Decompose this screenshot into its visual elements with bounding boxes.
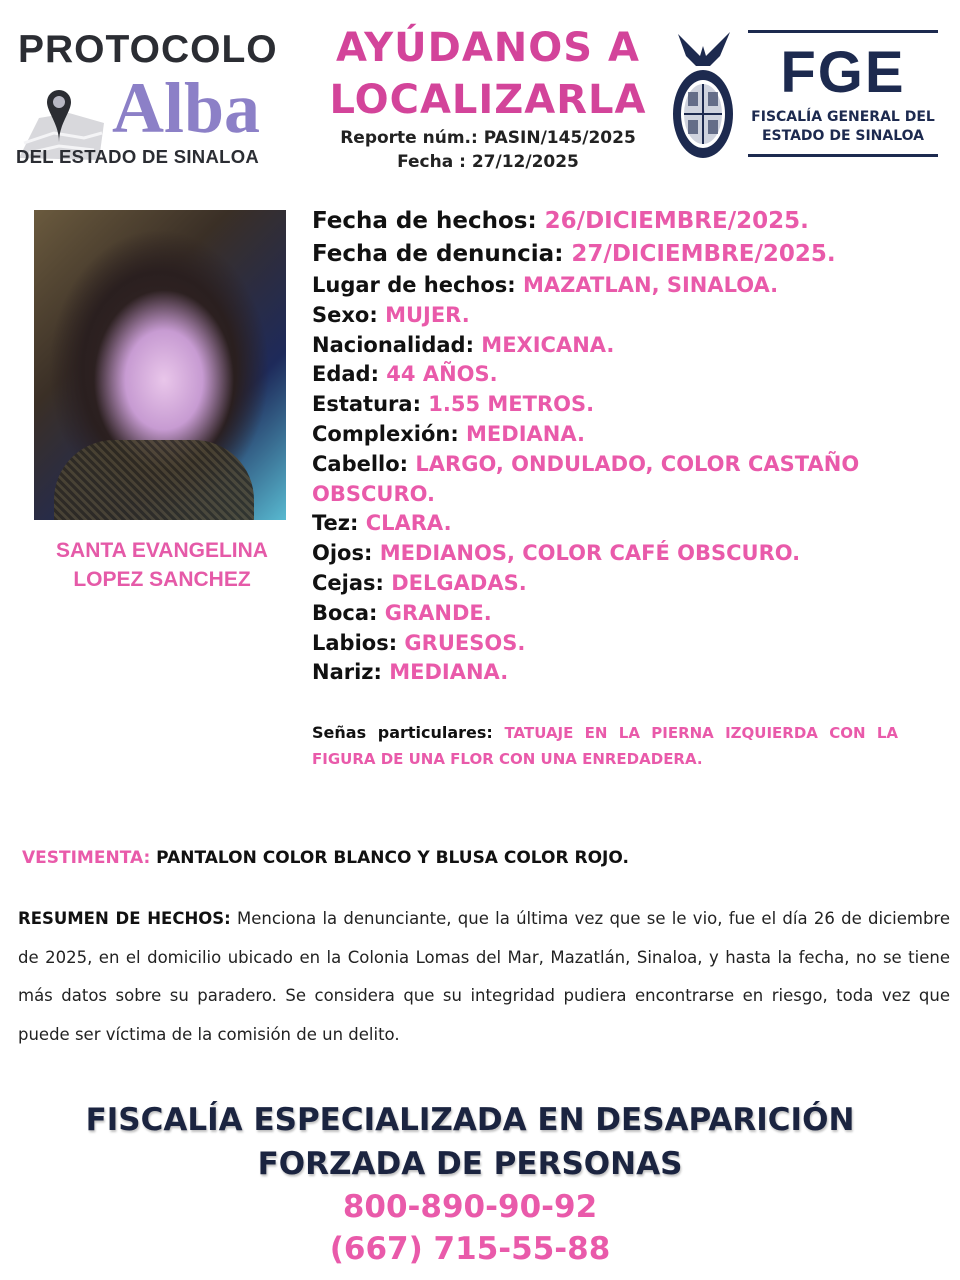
phone-local[interactable]: (667) 715-55-88 (329, 1231, 611, 1267)
detail-label: Cabello: (312, 451, 409, 476)
detail-value: DELGADAS. (391, 570, 527, 595)
detail-label: Complexión: (312, 421, 459, 446)
detail-value: GRANDE. (384, 600, 492, 625)
footer-contact (0, 1098, 940, 1270)
detail-value: LARGO, ONDULADO, COLOR CASTAÑO OBSCURO. (312, 451, 860, 506)
detail-boca (312, 599, 912, 629)
fge-bottom-rule (748, 154, 938, 157)
detail-label: Estatura: (312, 392, 421, 417)
detail-sexo (312, 301, 912, 331)
fge-name (742, 108, 944, 146)
photo-shirt-region (54, 440, 254, 520)
clothing (22, 844, 629, 872)
detail-value: MEDIANA. (466, 421, 585, 446)
missing-person-photo (34, 210, 286, 520)
detail-value: MEXICANA. (481, 332, 615, 357)
senas-label: Señas particulares: (312, 723, 493, 742)
senas-value: TATUAJE EN LA PIERNA IZQUIERDA CON LA FIGURA DE UNA FLOR CON UNA ENREDADERA. (312, 724, 898, 768)
fge-logo (668, 26, 948, 166)
vestimenta-value: PANTALON COLOR BLANCO Y BLUSA COLOR ROJO. (156, 848, 629, 868)
detail-estatura (312, 390, 912, 420)
agency-line1: FISCALÍA ESPECIALIZADA EN DESAPARICIÓN (85, 1102, 855, 1138)
detail-value: MAZATLAN, SINALOA. (523, 273, 779, 297)
detail-cejas (312, 569, 912, 599)
logo-protocolo-text: PROTOCOLO (18, 28, 278, 71)
summary-of-events (18, 900, 950, 1054)
logo-state-text: DEL ESTADO DE SINALOA (16, 146, 260, 167)
detail-labios (312, 629, 912, 659)
report-date: Fecha : 27/12/2025 (397, 152, 579, 172)
person-name-line1: SANTA EVANGELINA (56, 539, 268, 562)
phone-tollfree[interactable]: 800-890-90-92 (342, 1189, 598, 1225)
detail-value: MEDIANOS, COLOR CAFÉ OBSCURO. (379, 541, 801, 566)
detail-fecha-denuncia (312, 238, 912, 271)
detail-nacionalidad (312, 331, 912, 361)
logo-alba-text: Alba (112, 68, 261, 148)
agency-line2: FORZADA DE PERSONAS (257, 1146, 683, 1182)
detail-tez (312, 509, 912, 539)
detail-label: Edad: (312, 362, 379, 387)
detail-cabello (312, 450, 912, 510)
detail-value: GRUESOS. (404, 630, 526, 655)
detail-nariz (312, 658, 912, 688)
detail-label: Labios: (312, 630, 398, 655)
sinaloa-seal-icon (670, 26, 736, 162)
detail-value: 1.55 METROS. (428, 392, 595, 417)
vestimenta-label: VESTIMENTA: (22, 848, 151, 868)
person-name-line2: LOPEZ SANCHEZ (73, 568, 251, 591)
detail-ojos (312, 539, 912, 569)
detail-label: Nacionalidad: (312, 332, 474, 357)
fge-name-line1: FISCALÍA GENERAL DEL (751, 109, 935, 125)
detail-value: CLARA. (365, 511, 452, 536)
detail-label: Cejas: (312, 570, 384, 595)
fge-top-rule (748, 30, 938, 33)
detail-value: 26/DICIEMBRE/2025. (544, 208, 809, 234)
detail-complexion (312, 420, 912, 450)
distinguishing-marks (312, 720, 898, 772)
detail-edad (312, 360, 912, 390)
fge-acronym: FGE (780, 40, 906, 105)
detail-value: 44 AÑOS. (386, 362, 498, 387)
detail-value: MEDIANA. (389, 660, 509, 685)
report-number: Reporte núm.: PASIN/145/2025 (340, 128, 636, 148)
detail-label: Nariz: (312, 660, 382, 685)
headline-line1: AYÚDANOS A (336, 25, 640, 71)
resumen-text: Menciona la denunciante, que la última vez que se le vio, fue el día 26 de diciembre de 2025, en el domicilio ubicado en la Colonia Lomas del Mar, Mazatlán, Sinaloa, y hasta la fecha, no se tiene más datos sobre su paradero. Se considera que su integridad pudiera encontrarse en riesgo, toda vez que puede ser víctima de la comisión de un delito. (18, 909, 950, 1044)
person-name (30, 536, 294, 594)
detail-label: Tez: (312, 511, 359, 536)
detail-value: 27/DICIEMBRE/2025. (571, 241, 836, 267)
detail-value: MUJER. (385, 302, 470, 327)
detail-label: Lugar de hechos: (312, 273, 516, 297)
fge-name-line2: ESTADO DE SINALOA (761, 128, 925, 144)
detail-label: Sexo: (312, 302, 378, 327)
headline (318, 22, 658, 174)
detail-lugar (312, 271, 912, 301)
headline-line2: LOCALIZARLA (329, 77, 647, 123)
detail-label: Fecha de denuncia: (312, 241, 564, 267)
detail-fecha-hechos (312, 205, 912, 238)
details-list (312, 205, 912, 688)
detail-label: Fecha de hechos: (312, 208, 537, 234)
detail-label: Boca: (312, 600, 378, 625)
resumen-label: RESUMEN DE HECHOS: (18, 909, 231, 928)
protocolo-alba-logo (12, 28, 302, 168)
detail-label: Ojos: (312, 541, 373, 566)
